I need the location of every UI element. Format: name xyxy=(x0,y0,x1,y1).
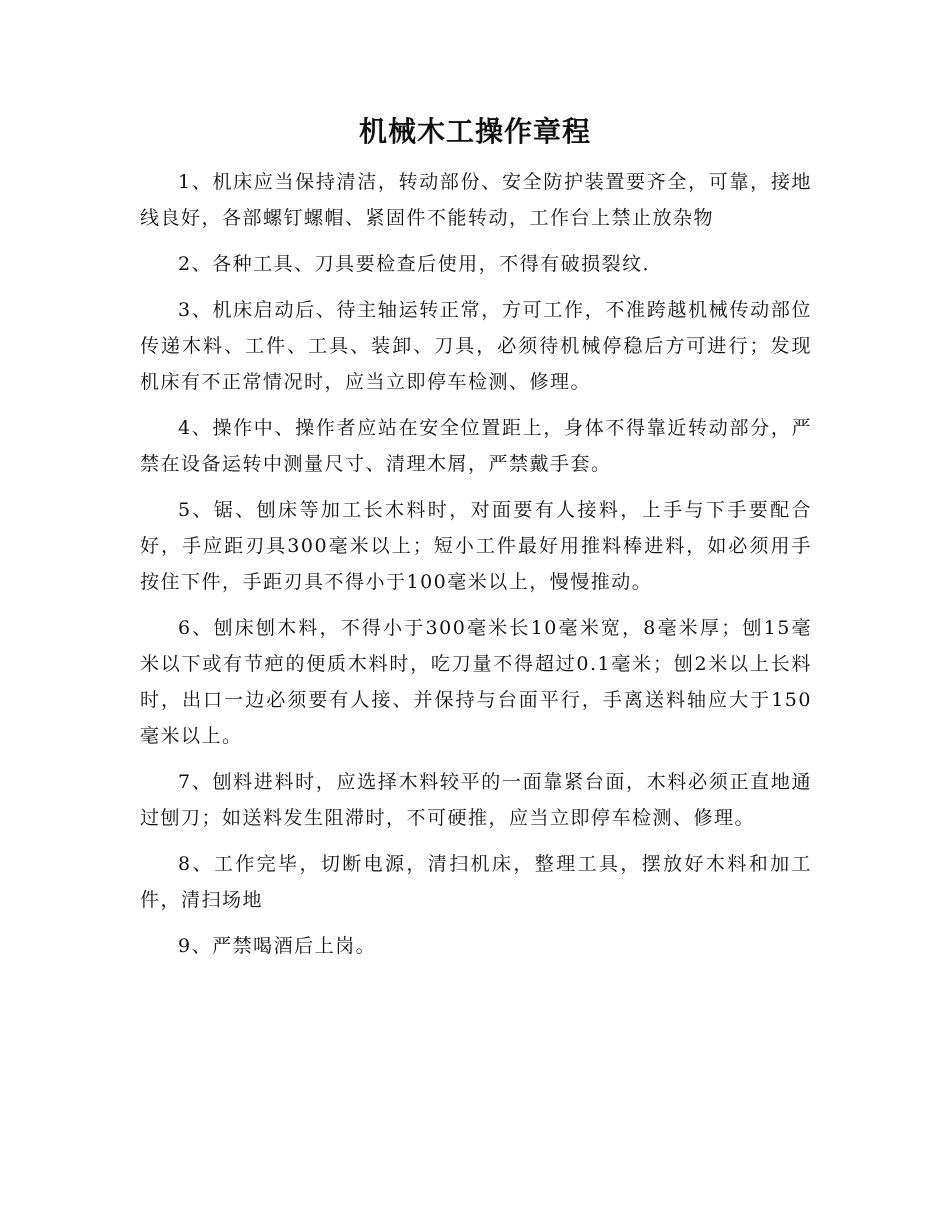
rule-paragraph-3: 3、机床启动后、待主轴运转正常，方可工作，不准跨越机械传动部位传递木料、工件、工具、装卸、刀具，必须待机械停稳后方可进行；发现机床有不正常情况时，应当立即停车检测、修理。 xyxy=(140,299,812,393)
document-body xyxy=(140,164,812,974)
rule-paragraph-1: 1、机床应当保持清洁，转动部份、安全防护装置要齐全，可靠，接地线良好，各部螺钉螺帽、紧固件不能转动，工作台上禁止放杂物 xyxy=(140,171,812,229)
rule-paragraph-7: 7、刨料进料时，应选择木料较平的一面靠紧台面，木料必须正直地通过刨刀；如送料发生阻滞时，不可硬推，应当立即停车检测、修理。 xyxy=(140,771,812,829)
rule-paragraph-2: 2、各种工具、刀具要检查后使用，不得有破损裂纹． xyxy=(178,253,664,275)
document-title: 机械木工操作章程 xyxy=(358,115,591,148)
rule-paragraph-5: 5、锯、刨床等加工长木料时，对面要有人接料，上手与下手要配合好，手应距刃具300毫米以上；短小工件最好用推料棒进料，如必须用手按住下件，手距刃具不得小于100毫米以上，慢慢推动。 xyxy=(140,499,812,593)
rule-paragraph-4: 4、操作中、操作者应站在安全位置距上，身体不得靠近转动部分，严禁在设备运转中测量尺寸、清理木屑，严禁戴手套。 xyxy=(140,417,812,475)
rule-paragraph-6: 6、刨床刨木料，不得小于300毫米长10毫米宽，8毫米厚；刨15毫米以下或有节疤的便质木料时，吃刀量不得超过0.1毫米；刨2米以上长料时，出口一边必须要有人接、并保持与台面平行，手离送料轴应大于150毫米以上。 xyxy=(140,617,812,747)
rule-paragraph-9: 9、严禁喝酒后上岗。 xyxy=(178,935,377,957)
rule-paragraph-8: 8、工作完毕，切断电源，清扫机床，整理工具，摆放好木料和加工件，清扫场地 xyxy=(140,853,812,911)
